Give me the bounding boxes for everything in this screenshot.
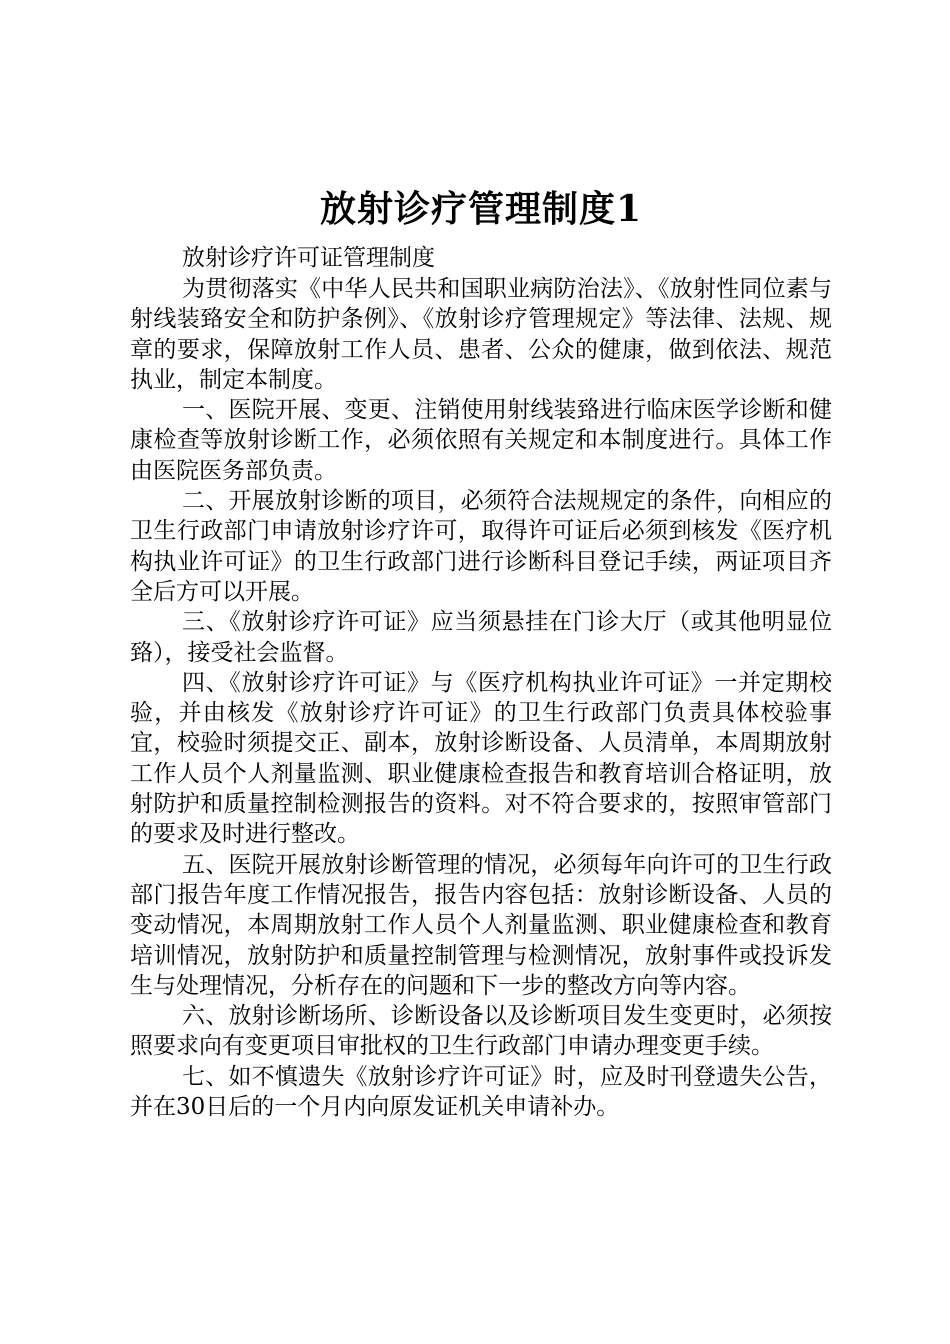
document-page	[130, 186, 832, 1122]
paragraph-item-3: 三、《放射诊疗许可证》应当须悬挂在门诊大厅（或其他明显位臵），接受社会监督。	[130, 609, 832, 666]
paragraph-item-6: 六、放射诊断场所、诊断设备以及诊断项目发生变更时，必须按照要求向有变更项目审批权的卫生行政部门申请办理变更手续。	[130, 1003, 832, 1060]
paragraph-item-7: 七、如不慎遗失《放射诊疗许可证》时，应及时刊登遗失公告，并在30日后的一个月内向原发证机关申请补办。	[130, 1063, 832, 1121]
paragraph-item-2: 二、开展放射诊断的项目，必须符合法规规定的条件，向相应的卫生行政部门申请放射诊疗许可，取得许可证后必须到核发《医疗机构执业许可证》的卫生行政部门进行诊断科目登记手续，两证项目齐全后方可以开展。	[130, 488, 832, 605]
paragraph-intro: 为贯彻落实《中华人民共和国职业病防治法》、《放射性同位素与射线装臵安全和防护条例》、《放射诊疗管理规定》等法律、法规、规章的要求，保障放射工作人员、患者、公众的健康，做到依法、规范执业，制定本制度。	[130, 276, 832, 393]
document-title: 放射诊疗管理制度1	[319, 188, 643, 230]
document-subtitle: 放射诊疗许可证管理制度	[182, 245, 435, 271]
paragraph-item-5: 五、医院开展放射诊断管理的情况，必须每年向许可的卫生行政部门报告年度工作情况报告，报告内容包括：放射诊断设备、人员的变动情况，本周期放射工作人员个人剂量监测、职业健康检查和教育培训情况，放射防护和质量控制管理与检测情况，放射事件或投诉发生与处理情况，分析存在的问题和下一步的整改方向等内容。	[130, 851, 832, 999]
paragraph-item-1: 一、医院开展、变更、注销使用射线装臵进行临床医学诊断和健康检查等放射诊断工作，必须依照有关规定和本制度进行。具体工作由医院医务部负责。	[130, 397, 832, 484]
paragraph-item-4: 四、《放射诊疗许可证》与《医疗机构执业许可证》一并定期校验，并由核发《放射诊疗许可证》的卫生行政部门负责具体校验事宜，校验时须提交正、副本，放射诊断设备、人员清单，本周期放射工作人员个人剂量监测、职业健康检查报告和教育培训合格证明，放射防护和质量控制检测报告的资料。对不符合要求的，按照审管部门的要求及时进行整改。	[130, 669, 832, 848]
